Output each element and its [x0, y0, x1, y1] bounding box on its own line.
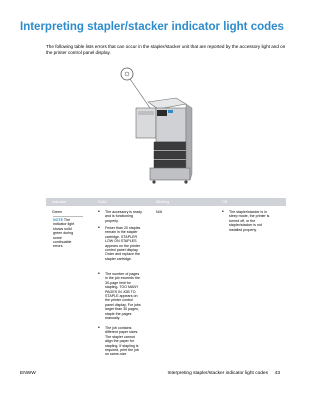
bullet: • [98, 271, 100, 277]
table-header-row [46, 198, 286, 206]
header-off: Off [222, 200, 227, 204]
footer-left: ENWW [20, 371, 36, 376]
blinking-cell: N/A [156, 210, 162, 214]
page-title: Interpreting stapler/stacker indicator light codes [20, 21, 284, 33]
note-label: NOTE [53, 218, 63, 222]
off-item: • The stapler/stacker is in sleep mode, the printer is turned off, or the stapler/stacker is not installed properly. [222, 209, 270, 232]
intro-paragraph: The following table lists errors that can occur in the stapler/stacker unit that are reported by the accessory light and on the printer control panel display. [46, 44, 286, 56]
printer-illustration [64, 64, 224, 186]
indicator-light-table [46, 198, 286, 206]
note-divider [53, 216, 83, 217]
note-text [53, 218, 81, 249]
solid-item: • The accessory is ready and is functioning properly. [98, 209, 142, 223]
header-indicator: Indicator [52, 200, 67, 204]
solid-item: • The number of pages in the job exceeds the 30-page limit for stapling. TOO MANY PAGES IN JOB TO STAPLE appears on the printer control panel display. For jobs larger than 30 pages, staple the pages manually. [98, 271, 141, 321]
bullet: • [98, 209, 100, 215]
note-body: The indicator light shows solid green during some continuable errors. [53, 218, 75, 249]
indicator-cell: Green [52, 210, 62, 214]
header-blinking: Blinking [156, 200, 170, 204]
bullet: • [98, 325, 100, 331]
bullet: • [222, 209, 224, 215]
solid-item: • The job contains different paper sizes. The stapler cannot align the paper for stapling. If stapling is required, print the job on same-size [98, 325, 139, 357]
bullet: • [98, 225, 100, 231]
footer-right: Interpreting stapler/stacker indicator light codes 43 [167, 371, 280, 376]
solid-item: • Fewer than 20 staples remain in the stapler cartridge. STAPLER LOW ON STAPLES appears on the printer control panel display. Order and replace the stapler cartridge. [98, 225, 141, 261]
header-solid: Solid [98, 200, 107, 204]
